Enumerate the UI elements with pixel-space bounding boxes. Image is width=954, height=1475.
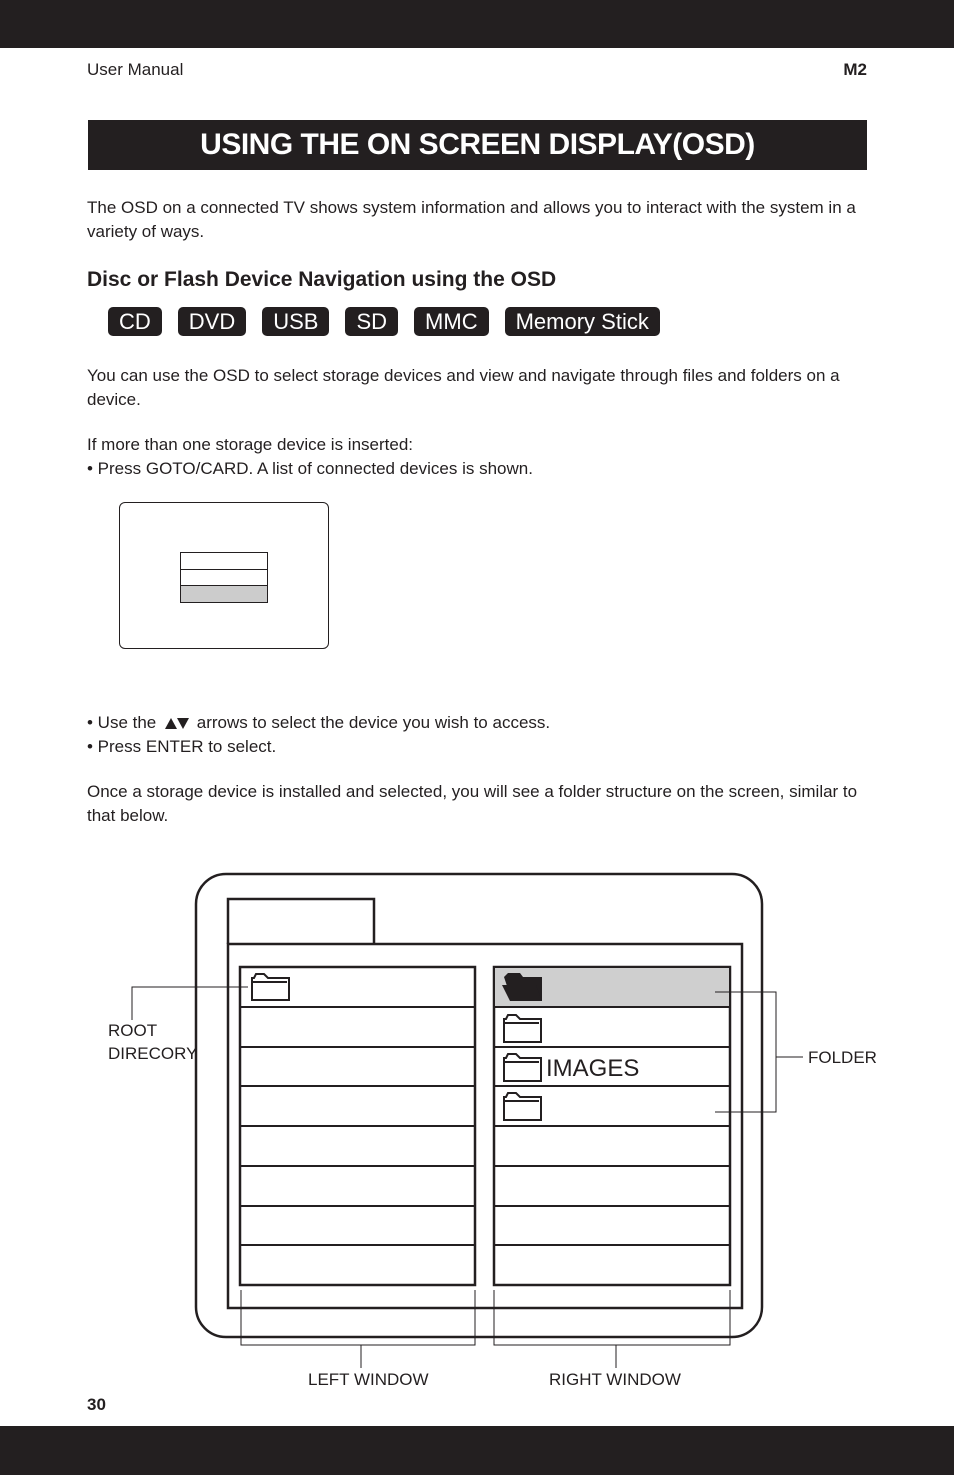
root-label-line1: ROOT: [108, 1021, 158, 1040]
intro-paragraph: [87, 196, 872, 243]
badge-memory-stick: Memory Stick: [505, 307, 660, 336]
right-window-label: RIGHT WINDOW: [549, 1370, 681, 1389]
path-tab: [228, 899, 374, 944]
badge-usb: USB: [262, 307, 329, 336]
badge-cd: CD: [108, 307, 162, 336]
folder-open-selected-icon: [502, 973, 542, 1001]
device-list: [180, 552, 268, 603]
left-window-label: LEFT WINDOW: [308, 1370, 429, 1389]
navigation-instructions: [87, 711, 872, 758]
badge-dvd: DVD: [178, 307, 246, 336]
device-list-item: [181, 570, 267, 587]
device-list-item-selected: [181, 586, 267, 602]
enter-bullet: • Press ENTER to select.: [87, 736, 277, 756]
footer-band: [0, 1426, 954, 1475]
device-list-item: [181, 553, 267, 570]
folder-icon: [504, 1093, 541, 1120]
folder-structure-paragraph: [87, 780, 872, 827]
arrow-up-icon: [165, 718, 177, 729]
model-label: M2: [843, 60, 867, 79]
multi-device-paragraph: [87, 433, 872, 480]
page-number: 30: [87, 1395, 106, 1414]
page-title: USING THE ON SCREEN DISPLAY(OSD): [88, 120, 867, 170]
folder-images-icon: [504, 1054, 541, 1081]
arrows-bullet-pre: • Use the: [87, 713, 157, 732]
arrow-down-icon: [177, 718, 189, 729]
root-callout: [132, 987, 248, 1020]
root-label-line2: DIRECORY: [108, 1044, 198, 1063]
osd-text: You can use the OSD to select storage devices and view and navigate through files and folders on a device.: [87, 366, 840, 409]
folder-icon: [504, 1015, 541, 1042]
folder-structure-diagram: [0, 860, 954, 1380]
manual-label: User Manual: [87, 60, 184, 79]
root-folder-icon: [252, 974, 289, 1000]
folder-label: FOLDER: [808, 1048, 877, 1067]
header-band: [0, 0, 954, 48]
folder-structure-text: Once a storage device is installed and selected, you will see a folder structure on the screen, similar to that below.: [87, 782, 858, 825]
folder-bracket: [715, 992, 776, 1112]
section-heading: Disc or Flash Device Navigation using the OSD: [87, 268, 557, 291]
badge-sd: SD: [345, 307, 398, 336]
root-directory-label: [108, 1019, 197, 1065]
osd-paragraph: [87, 364, 872, 411]
media-badges: [108, 307, 676, 336]
folder-name-images: IMAGES: [546, 1055, 640, 1082]
arrows-bullet-post: arrows to select the device you wish to access.: [196, 713, 551, 732]
multi-device-text: If more than one storage device is inserted:: [87, 435, 414, 454]
goto-card-bullet: • Press GOTO/CARD. A list of connected devices is shown.: [87, 458, 533, 478]
intro-text: The OSD on a connected TV shows system information and allows you to interact with the system in a variety of ways.: [87, 198, 856, 241]
badge-mmc: MMC: [414, 307, 489, 336]
callout-lines: [132, 987, 803, 1368]
arrows-bullet: [87, 711, 872, 735]
